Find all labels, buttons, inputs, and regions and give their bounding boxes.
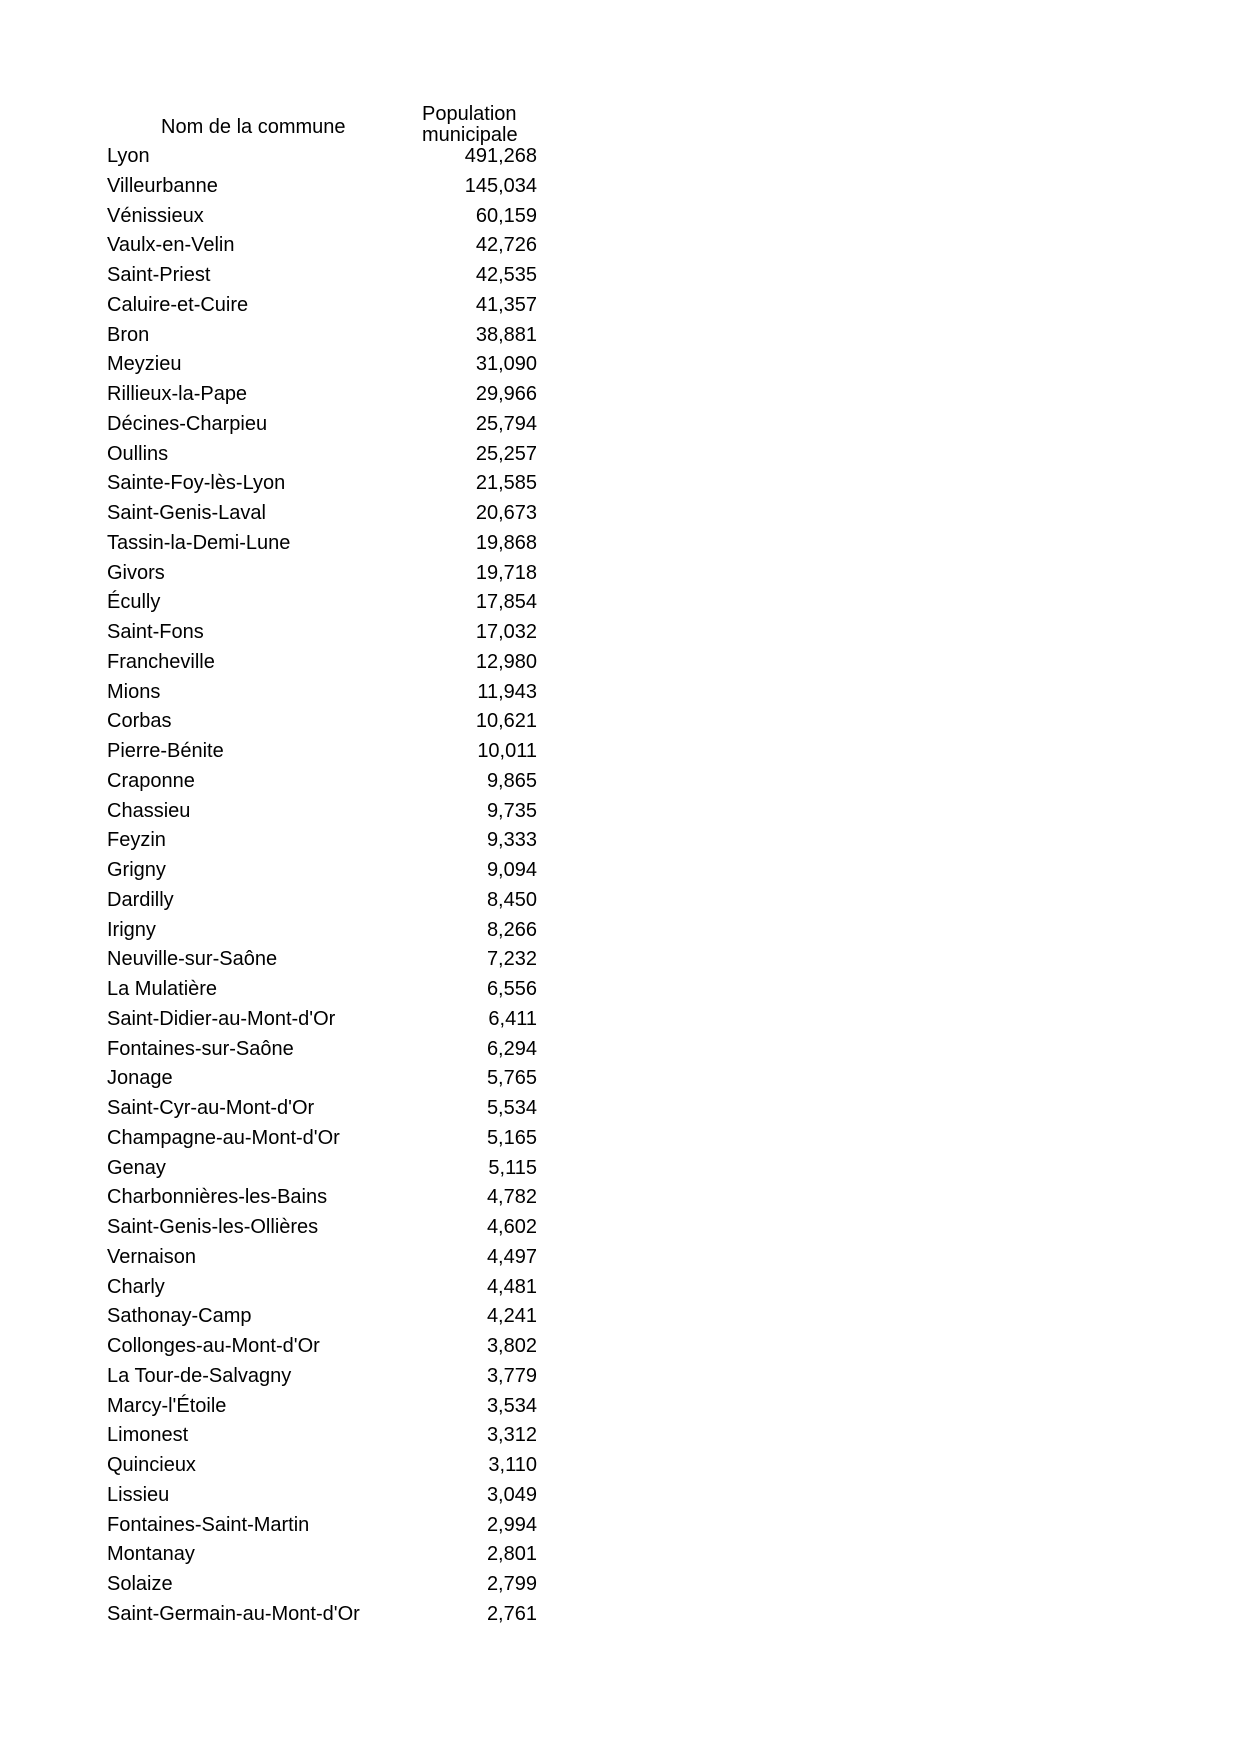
- population-value: 3,110: [488, 1454, 537, 1476]
- table-row: [107, 1037, 537, 1067]
- commune-name: Fontaines-sur-Saône: [107, 1037, 294, 1060]
- commune-population-table: [107, 144, 537, 1632]
- population-value: 4,497: [486, 1245, 537, 1268]
- population-value: 3,312: [486, 1424, 537, 1447]
- commune-name: Grigny: [107, 859, 166, 881]
- table-row: [107, 1066, 537, 1096]
- population-value: 17,854: [475, 591, 537, 614]
- table-row: [107, 620, 537, 650]
- table-row: [107, 828, 537, 858]
- population-value: 31,090: [475, 353, 537, 376]
- population-value: 3,802: [486, 1335, 537, 1357]
- table-row: [107, 739, 537, 769]
- table-row: [107, 1453, 537, 1483]
- population-value: 6,294: [486, 1037, 537, 1060]
- population-value: 3,049: [486, 1483, 537, 1506]
- population-value: 5,765: [486, 1067, 537, 1090]
- table-row: [107, 1513, 537, 1543]
- population-value: 17,032: [475, 621, 537, 643]
- commune-name: Solaize: [107, 1573, 173, 1595]
- commune-name: Sathonay-Camp: [107, 1305, 252, 1328]
- commune-name: Charbonnières-les-Bains: [107, 1186, 328, 1209]
- commune-name: Lyon: [107, 145, 150, 167]
- population-value: 2,994: [486, 1513, 537, 1536]
- table-row: [107, 1275, 537, 1305]
- population-value: 6,556: [486, 978, 537, 1000]
- commune-name: Genay: [107, 1156, 166, 1179]
- table-row: [107, 590, 537, 620]
- table-row: [107, 1096, 537, 1126]
- table-row: [107, 1483, 537, 1513]
- table-row: [107, 233, 537, 263]
- population-value: 25,257: [475, 442, 537, 465]
- commune-name: Décines-Charpieu: [107, 412, 268, 435]
- table-row: [107, 1215, 537, 1245]
- commune-name: Bron: [107, 323, 150, 346]
- commune-name: Feyzin: [107, 829, 166, 852]
- table-row: [107, 1542, 537, 1572]
- commune-name: Francheville: [107, 650, 215, 673]
- commune-name: Limonest: [107, 1424, 189, 1447]
- table-row: [107, 561, 537, 591]
- commune-name: Sainte-Foy-lès-Lyon: [107, 472, 286, 495]
- population-value: 7,232: [486, 948, 537, 971]
- population-value: 8,266: [486, 918, 537, 941]
- commune-name: Saint-Germain-au-Mont-d'Or: [107, 1602, 360, 1625]
- population-value: 491,268: [464, 145, 537, 167]
- commune-name: Lissieu: [107, 1483, 170, 1506]
- commune-name: Irigny: [107, 918, 156, 941]
- population-value: 11,943: [477, 680, 537, 703]
- table-row: [107, 947, 537, 977]
- table-row: [107, 1245, 537, 1275]
- population-value: 5,165: [486, 1126, 537, 1149]
- population-value: 2,799: [486, 1573, 537, 1595]
- table-row: [107, 1007, 537, 1037]
- table-row: [107, 144, 537, 174]
- population-value: 5,115: [488, 1156, 537, 1179]
- commune-name: Vénissieux: [107, 204, 204, 227]
- population-value: 9,094: [486, 859, 537, 881]
- commune-name: Jonage: [107, 1067, 173, 1090]
- column-header-population-line1: Population: [422, 103, 517, 125]
- population-value: 5,534: [486, 1097, 537, 1119]
- population-value: 4,241: [486, 1305, 537, 1328]
- table-row: [107, 323, 537, 353]
- population-value: 3,779: [486, 1364, 537, 1387]
- population-value: 4,602: [486, 1216, 537, 1238]
- column-header-population-line2: municipale: [422, 124, 518, 146]
- commune-name: Vernaison: [107, 1245, 196, 1268]
- population-value: 60,159: [475, 204, 537, 227]
- table-row: [107, 412, 537, 442]
- population-value: 9,333: [486, 829, 537, 852]
- table-row: [107, 769, 537, 799]
- commune-name: Saint-Genis-les-Ollières: [107, 1216, 319, 1238]
- commune-name: Mions: [107, 680, 161, 703]
- population-value: 6,411: [488, 1007, 537, 1030]
- table-row: [107, 263, 537, 293]
- table-row: [107, 352, 537, 382]
- table-row: [107, 1156, 537, 1186]
- commune-name: Marcy-l'Étoile: [107, 1394, 227, 1417]
- population-value: 41,357: [475, 293, 537, 316]
- table-row: [107, 293, 537, 323]
- column-header-population: [422, 104, 518, 146]
- population-value: 10,011: [477, 740, 537, 762]
- population-value: 2,801: [486, 1543, 537, 1566]
- population-value: 25,794: [475, 412, 537, 435]
- commune-name: Neuville-sur-Saône: [107, 948, 278, 971]
- commune-name: Meyzieu: [107, 353, 182, 376]
- commune-name: Givors: [107, 561, 165, 584]
- commune-name: Pierre-Bénite: [107, 740, 224, 762]
- table-row: [107, 1602, 537, 1632]
- table-row: [107, 1572, 537, 1602]
- commune-name: Dardilly: [107, 888, 174, 911]
- commune-name: Saint-Fons: [107, 621, 204, 643]
- population-value: 8,450: [486, 888, 537, 911]
- table-row: [107, 1364, 537, 1394]
- table-row: [107, 858, 537, 888]
- commune-name: Tassin-la-Demi-Lune: [107, 531, 291, 554]
- table-row: [107, 918, 537, 948]
- table-row: [107, 1394, 537, 1424]
- table-row: [107, 382, 537, 412]
- population-value: 21,585: [475, 472, 537, 495]
- commune-name: Saint-Cyr-au-Mont-d'Or: [107, 1097, 315, 1119]
- table-row: [107, 1423, 537, 1453]
- table-row: [107, 442, 537, 472]
- commune-name: Corbas: [107, 710, 172, 733]
- table-row: [107, 1304, 537, 1334]
- commune-name: Chassieu: [107, 799, 191, 822]
- commune-name: Villeurbanne: [107, 174, 218, 197]
- population-value: 29,966: [475, 383, 537, 405]
- commune-name: Saint-Priest: [107, 264, 211, 286]
- commune-name: Champagne-au-Mont-d'Or: [107, 1126, 340, 1149]
- commune-name: Vaulx-en-Velin: [107, 234, 235, 257]
- population-value: 42,535: [475, 264, 537, 286]
- population-value: 9,735: [486, 799, 537, 822]
- population-value: 3,534: [486, 1394, 537, 1417]
- commune-name: Charly: [107, 1275, 165, 1298]
- table-row: [107, 650, 537, 680]
- table-row: [107, 709, 537, 739]
- population-value: 19,718: [475, 561, 537, 584]
- column-header-commune: Nom de la commune: [161, 116, 346, 138]
- commune-name: La Mulatière: [107, 978, 218, 1000]
- population-value: 4,481: [486, 1275, 537, 1298]
- commune-name: Saint-Genis-Laval: [107, 502, 266, 524]
- commune-name: Quincieux: [107, 1454, 196, 1476]
- population-value: 19,868: [475, 531, 537, 554]
- commune-name: Collonges-au-Mont-d'Or: [107, 1335, 320, 1357]
- table-row: [107, 501, 537, 531]
- commune-name: Craponne: [107, 769, 195, 792]
- population-value: 2,761: [486, 1602, 537, 1625]
- commune-name: Fontaines-Saint-Martin: [107, 1513, 310, 1536]
- population-value: 145,034: [464, 174, 537, 197]
- table-row: [107, 1334, 537, 1364]
- commune-name: Écully: [107, 591, 161, 614]
- population-value: 38,881: [475, 323, 537, 346]
- commune-name: Montanay: [107, 1543, 195, 1566]
- commune-name: Saint-Didier-au-Mont-d'Or: [107, 1007, 336, 1030]
- commune-name: Oullins: [107, 442, 169, 465]
- table-row: [107, 1185, 537, 1215]
- table-row: [107, 977, 537, 1007]
- population-value: 9,865: [486, 769, 537, 792]
- table-row: [107, 174, 537, 204]
- table-row: [107, 204, 537, 234]
- population-value: 20,673: [475, 502, 537, 524]
- table-row: [107, 680, 537, 710]
- table-row: [107, 799, 537, 829]
- commune-name: Caluire-et-Cuire: [107, 293, 249, 316]
- commune-name: La Tour-de-Salvagny: [107, 1364, 292, 1387]
- table-row: [107, 1126, 537, 1156]
- table-row: [107, 888, 537, 918]
- table-row: [107, 531, 537, 561]
- population-value: 4,782: [486, 1186, 537, 1209]
- population-value: 42,726: [475, 234, 537, 257]
- commune-name: Rillieux-la-Pape: [107, 383, 248, 405]
- population-value: 10,621: [475, 710, 537, 733]
- population-value: 12,980: [475, 650, 537, 673]
- table-row: [107, 471, 537, 501]
